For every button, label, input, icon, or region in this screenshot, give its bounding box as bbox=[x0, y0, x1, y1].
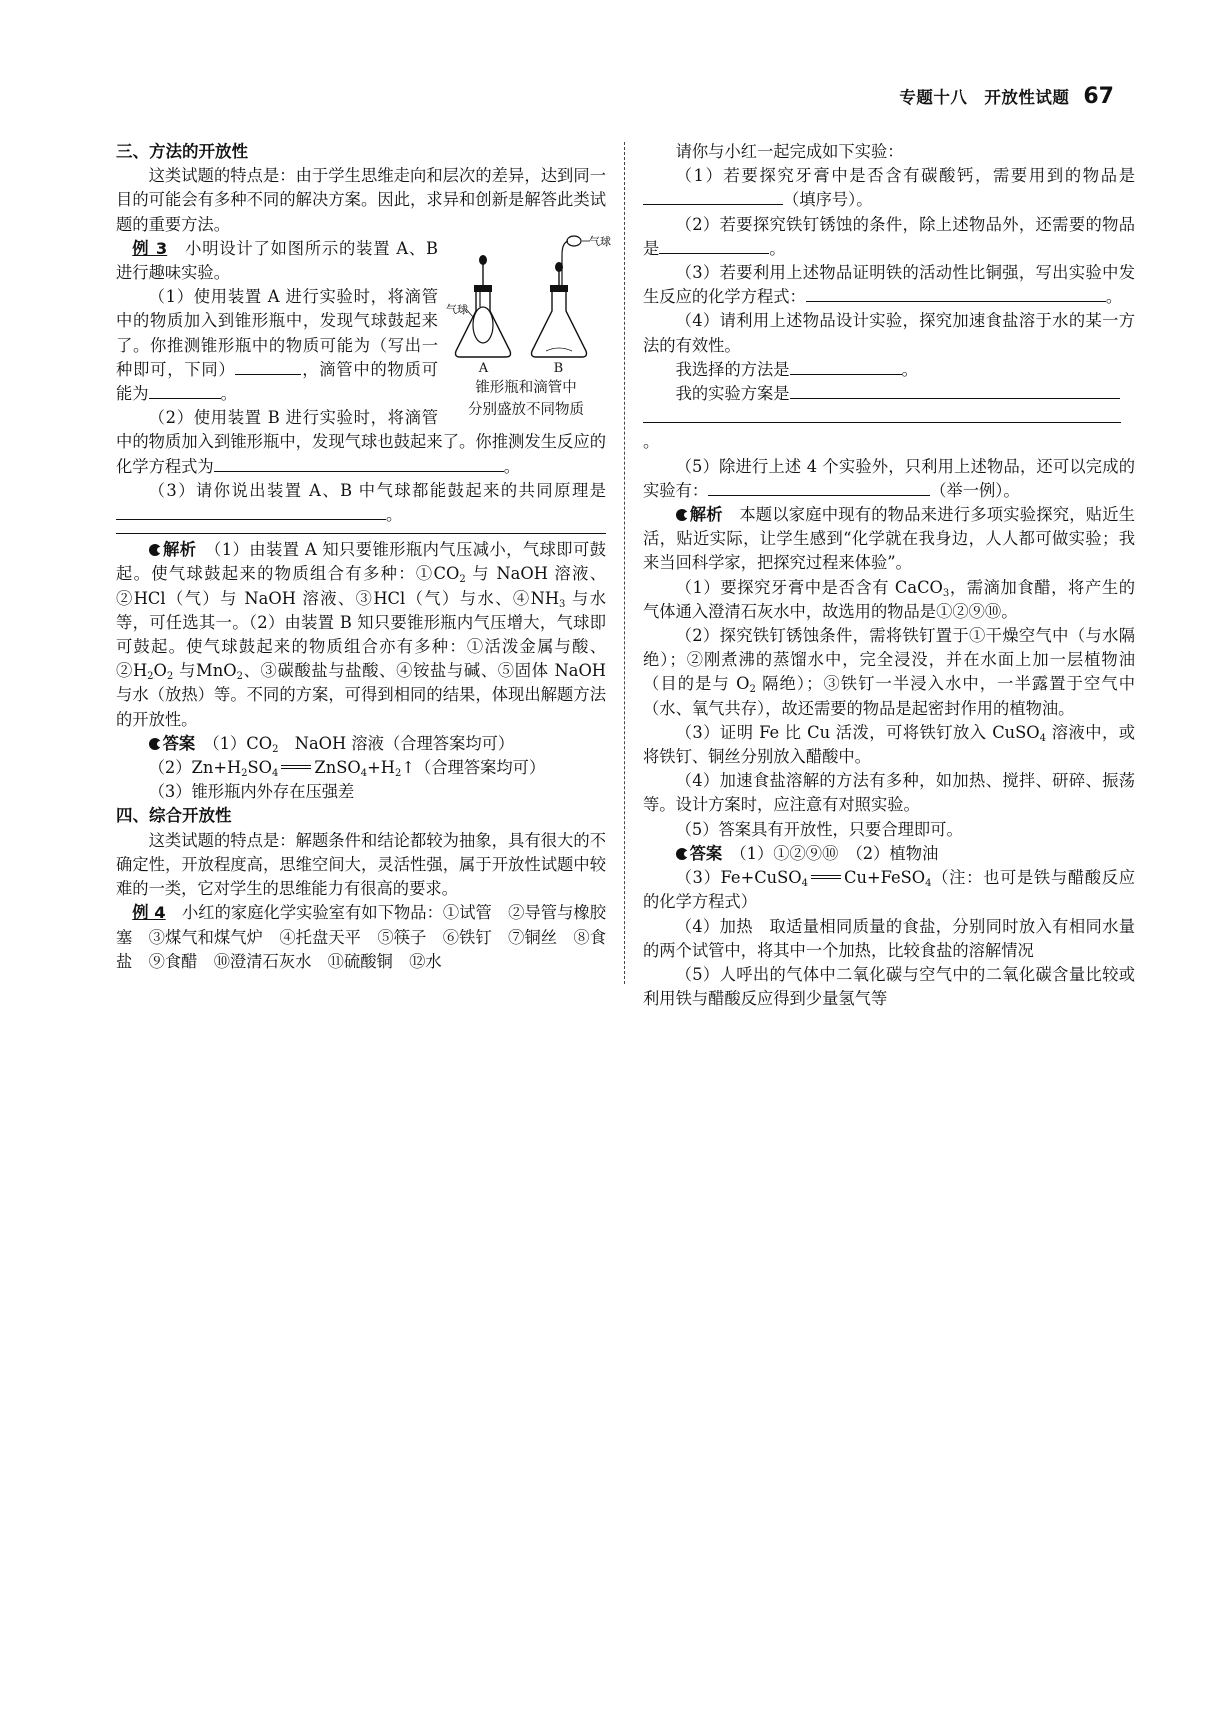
analysis-4: 解析 本题以家庭中现有的物品来进行多项实验探究，贴近生活，贴近实际，让学生感到“化学就在我身边，人人都可做实验；我来当回科学家，把探究过程来体验”。 bbox=[643, 505, 1135, 573]
answer-3-2: $(2)Zn+H_2SO_4$ $ZnSO_4+H_2↑$（合理答案均可） bbox=[148, 758, 546, 780]
blank bbox=[790, 383, 1120, 399]
separator-line bbox=[116, 533, 606, 534]
example-4-question-4: （4）请利用上述物品设计实验，探究加速食盐溶于水的某一方法的有效性。 bbox=[643, 311, 1135, 355]
example-4-intro: 例 4 小红的家庭化学实验室有如下物品：①试管 ②导管与橡胶塞 ③煤气和煤气炉 ④托盘天平 ⑤筷子 ⑥铁钉 ⑦铜丝 ⑧食盐 ⑨食醋 ⑩澄清石灰水 ⑪硫酸铜 ⑫水 bbox=[116, 903, 606, 971]
analysis-mark-icon bbox=[676, 509, 688, 521]
figure-caption-2: 分别盛放不同物质 bbox=[468, 401, 584, 418]
blank bbox=[643, 189, 783, 205]
label-a: A bbox=[478, 360, 489, 376]
example-4-question-3: （3）若要利用上述物品证明铁的活动性比铜强，写出实验中发生反应的化学方程式： 。 bbox=[643, 263, 1135, 307]
experiment-plan: 我的实验方案是 bbox=[643, 382, 1135, 406]
answer-4-1: 答案 （1）①②⑨⑩ （2）植物油 bbox=[643, 842, 1135, 866]
blank bbox=[214, 456, 504, 472]
analysis-4-3: （3）证明 Fe 比 Cu 活泼，可将铁钉放入 CuSO$_4$ 溶液中，或将铁钉、铜丝分别放入醋酸中。 bbox=[643, 722, 1135, 767]
blank bbox=[643, 407, 1121, 423]
right-column bbox=[643, 140, 1135, 1011]
intro-paragraph-4: 这类试题的特点是：解题条件和结论都较为抽象，具有很大的不确定性，开放程度高，思维空间大，灵活性强，属于开放性试题中较难的一类，它对学生的思维能力有很高的要求。 bbox=[116, 830, 606, 899]
answer-tag: 答案 bbox=[149, 734, 196, 753]
equals-sign bbox=[811, 875, 841, 879]
answer-3-1: 答案 $(1)CO_2$ NaOH 溶液（合理答案均可） bbox=[116, 732, 606, 756]
answer-mark-icon bbox=[676, 848, 688, 860]
answer-4-5: （5）人呼出的气体中二氧化碳与空气中的二氧化碳含量比较或利用铁与醋酸反应得到少量氢气等 bbox=[643, 964, 1135, 1009]
blank bbox=[790, 359, 902, 375]
answer-tag: 答案 bbox=[676, 844, 723, 863]
example-4-question-5: （5）除进行上述 4 个实验外，只利用上述物品，还可以完成的实验有： （举一例）。 bbox=[643, 456, 1135, 500]
analysis-tag: 解析 bbox=[676, 505, 723, 524]
example-3-intro: 例 3 小明设计了如图所示的装置 A、B 进行趣味实验。 bbox=[116, 238, 438, 283]
example-4-label: 例 4 bbox=[132, 903, 166, 923]
answer-4-3: （3）Fe+CuSO$_4$ Cu+FeSO$_4$（注：也可是铁与醋酸反应的化学方程式） bbox=[643, 868, 1135, 912]
example-3-question-2: （2）使用装置 B 进行实验时，将滴管中的物质加入到锥形瓶中，发现气球也鼓起来了。你推测发生反应的化学方程式为 。 bbox=[116, 408, 606, 476]
experiment-plan-cont: 。 bbox=[643, 406, 1135, 454]
answer-mark-icon bbox=[149, 738, 161, 750]
chosen-method: 我选择的方法是 。 bbox=[675, 359, 918, 379]
apparatus-figure bbox=[446, 233, 611, 418]
answer-4-4: （4）加热 取适量相同质量的食盐，分别同时放入有相同水量的两个试管中，将其中一个加热，比较食盐的溶解情况 bbox=[643, 916, 1135, 960]
column-divider bbox=[624, 142, 625, 984]
analysis-3: 解析 （1）由装置 A 知只要锥形瓶内气压减小，气球即可鼓起。使气球鼓起来的物质组合有多种：$①CO_2$ 与 NaOH 溶液、②HCl（气）与 NaOH 溶液、③HCl（气）与水、$④NH_3$ 与水等，可任选其一。（2）由装置 B 知只要锥形瓶内气压增大，气球即可鼓起。使气球鼓起来的物质组合亦有多种：①活泼金属与酸、$②H_2O_2$ 与MnO$_2$、③碳酸盐与盐酸、④铵盐与碱、⑤固体 NaOH 与水（放热）等。不同的方案，可得到相同的结果，体现出解题方法的开放性。 bbox=[116, 540, 607, 729]
running-header bbox=[899, 84, 1114, 109]
example-3-label: 例 3 bbox=[132, 238, 168, 258]
intro-paragraph: 这类试题的特点是：由于学生思维走向和层次的差异，达到同一目的可能会有多种不同的解决方案。因此，求异和创新是解答此类试题的重要方法。 bbox=[116, 166, 606, 234]
analysis-mark-icon bbox=[149, 544, 161, 556]
blank bbox=[235, 359, 301, 375]
equals-sign bbox=[281, 765, 311, 769]
section-heading-3: 三、方法的开放性 bbox=[116, 142, 248, 161]
flask-diagram bbox=[446, 233, 611, 365]
analysis-4-2: （2）探究铁钉锈蚀条件，需将铁钉置于①干燥空气中（与水隔绝）；②刚煮沸的蒸馏水中，完全浸没，并在水面上加一层植物油（目的是与 $O_2$ 隔绝）；③铁钉一半浸入水中，一半露置于空气中（水、氧气共存），故还需要的物品是起密封作用的植物油。 bbox=[643, 626, 1135, 718]
left-column bbox=[116, 140, 611, 974]
answer-3-3: （3）锥形瓶内外存在压强差 bbox=[148, 782, 355, 802]
analysis-tag: 解析 bbox=[149, 540, 197, 559]
analysis-4-1: （1）要探究牙膏中是否含有 CaCO$_3$，需滴加食醋，将产生的气体通入澄清石灰水中，故选用的物品是①②⑨⑩。 bbox=[643, 577, 1135, 621]
blank bbox=[806, 286, 1106, 302]
example-4-question-2: （2）若要探究铁钉锈蚀的条件，除上述物品外，还需要的物品是 。 bbox=[643, 214, 1135, 258]
page-number: 67 bbox=[1083, 84, 1114, 109]
blank bbox=[149, 383, 221, 399]
blank bbox=[708, 480, 930, 496]
label-balloon-a: 气球 bbox=[446, 302, 468, 316]
example-4-question-1: （1）若要探究牙膏中是否含有碳酸钙，需要用到的物品是（填序号）。 bbox=[643, 164, 1135, 212]
section-title: 专题十八 开放性试题 bbox=[899, 88, 1070, 107]
blank bbox=[659, 238, 769, 254]
analysis-4-4: （4）加速食盐溶解的方法有多种，如加热、搅拌、研碎、振荡等。设计方案时，应注意有对照实验。 bbox=[643, 771, 1135, 815]
label-b: B bbox=[553, 360, 564, 376]
example-4-lead: 请你与小红一起完成如下实验： bbox=[675, 142, 904, 161]
example-3-question-3: （3）请你说出装置 A、B 中气球都能鼓起来的共同原理是。 bbox=[116, 479, 606, 527]
label-balloon-b: 气球 bbox=[589, 234, 611, 248]
analysis-4-5: （5）答案具有开放性，只要合理即可。 bbox=[675, 819, 963, 839]
example-3-question-1: （1）使用装置 A 进行实验时，将滴管中的物质加入到锥形瓶中，发现气球鼓起来了。你推测锥形瓶中的物质可能为（写出一种即可，下同） ，滴管中的物质可能为 。 bbox=[116, 287, 438, 404]
section-heading-4: 四、综合开放性 bbox=[116, 806, 232, 826]
blank bbox=[116, 504, 386, 520]
figure-caption-1: 锥形瓶和滴管中 bbox=[475, 379, 577, 396]
